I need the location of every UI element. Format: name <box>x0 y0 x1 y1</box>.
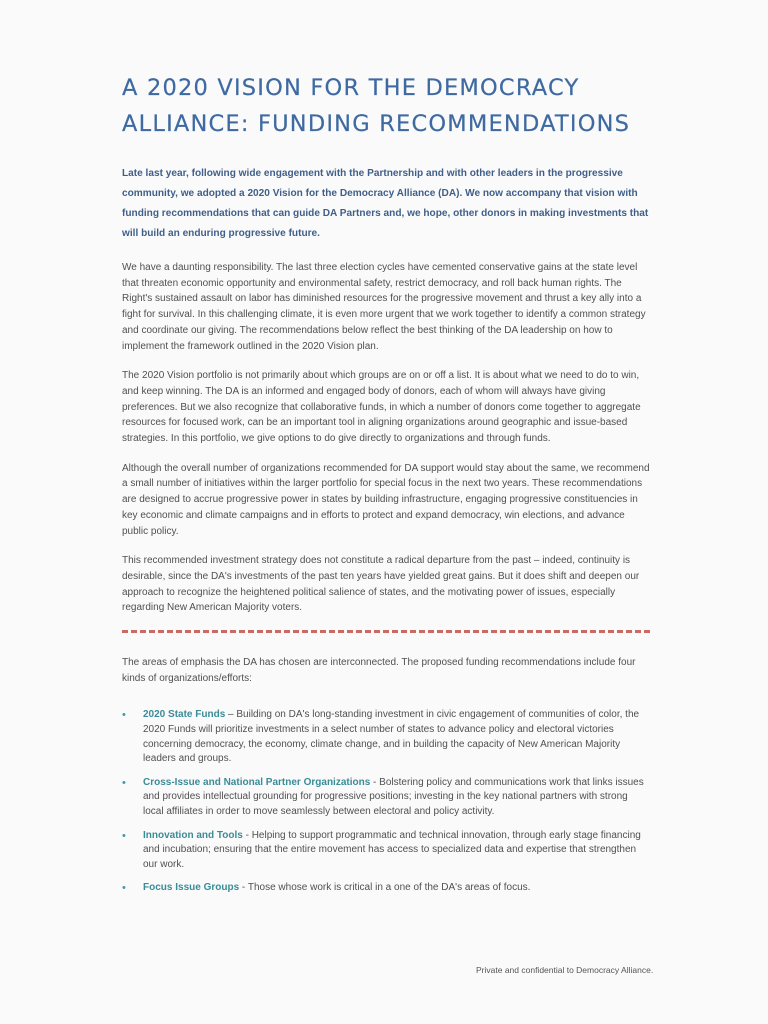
list-item <box>122 881 650 896</box>
area-title: Focus Issue Groups <box>143 882 240 894</box>
title-line-1: A 2020 VISION FOR THE DEMOCRACY <box>122 75 580 101</box>
lead-paragraph: Late last year, following wide engagement with the Partnership and with other leaders in the progressive community, we adopted a 2020 Vision for the Democracy Alliance (DA). We now accompany that vision with funding recommendations that can guide DA Partners and, we hope, other donors in making investments that will build an enduring progressive future. <box>122 168 649 239</box>
title-line-2: ALLIANCE: FUNDING RECOMMENDATIONS <box>122 111 631 137</box>
area-description: - Helping to support programmatic and technical innovation, through early stage financing and incubation; ensuring that the entire movement has access to specialized data and expertise that strengthen our work. <box>143 829 641 870</box>
area-title: Cross-Issue and National Partner Organizations <box>143 776 371 788</box>
section-divider <box>122 630 650 633</box>
area-description: - Bolstering policy and communications work that links issues and provides intellectual grounding for progressive positions; investing in the key national partners with strong local affiliates in order to move seamlessly between electoral and policy activity. <box>143 776 644 818</box>
body-paragraph-4: This recommended investment strategy does not constitute a radical departure from the past – indeed, continuity is desirable, since the DA's investments of the past ten years have yielded great gains. But it does shift and deepen our approach to recognize the heightened political salience of states, and the motivating power of issues, especially regarding New American Majority voters. <box>122 555 640 614</box>
confidentiality-footer: Private and confidential to Democracy Alliance. <box>476 965 654 975</box>
page-title <box>122 70 650 142</box>
document-page <box>122 70 650 905</box>
area-title: 2020 State Funds <box>143 709 226 721</box>
bullet-icon: • <box>122 776 126 789</box>
list-item <box>122 708 650 766</box>
area-description: – Building on DA's long-standing investment in civic engagement of communities of color, the 2020 Funds will prioritize investments in a select number of states to advance policy and electoral victories concerning democracy, the economy, climate change, and in building the capacity of New American Majority leaders and groups. <box>143 709 640 765</box>
body-paragraph-2: The 2020 Vision portfolio is not primarily about which groups are on or off a list. It is about what we need to do to win, and keep winning. The DA is an informed and engaged body of donors, each of whom will always have giving preferences. But we also recognize that collaborative funds, in which a number of donors come together to aggregate resources for focused work, can be an important tool in aligning organizations around geographic and issue-based strategies. In this portfolio, we give options to do give directly to organizations and through funds. <box>122 370 641 445</box>
list-item <box>122 829 650 873</box>
areas-list <box>122 708 650 896</box>
area-description: - Those whose work is critical in a one of the DA's areas of focus. <box>239 882 531 894</box>
body-paragraph-3: Although the overall number of organizations recommended for DA support would stay about the same, we recommend a small number of initiatives within the larger portfolio for special focus in the next two years. These recommendations are designed to accrue progressive power in states by building infrastructure, engaging progressive constituencies in key economic and climate campaigns and in efforts to protect and expand democracy, win elections, and advance public policy. <box>122 462 650 537</box>
list-item <box>122 776 650 820</box>
body-paragraph-1: We have a daunting responsibility. The last three election cycles have cemented conservative gains at the state level that threaten economic opportunity and environmental safety, restrict democracy, and roll back human rights. The Right's sustained assault on labor has diminished resources for the progressive movement and thrust a key ally into a fight for survival. In this challenging climate, it is even more urgent that we work together to identify a common strategy and coordinate our giving. The recommendations below reflect the best thinking of the DA leadership on how to implement the framework outlined in the 2020 Vision plan. <box>122 262 646 352</box>
bullet-icon: • <box>122 882 126 895</box>
bullet-icon: • <box>122 709 126 722</box>
bullet-icon: • <box>122 829 126 842</box>
areas-intro: The areas of emphasis the DA has chosen are interconnected. The proposed funding recommendations include four kinds of organizations/efforts: <box>122 657 636 684</box>
area-title: Innovation and Tools <box>143 829 243 841</box>
